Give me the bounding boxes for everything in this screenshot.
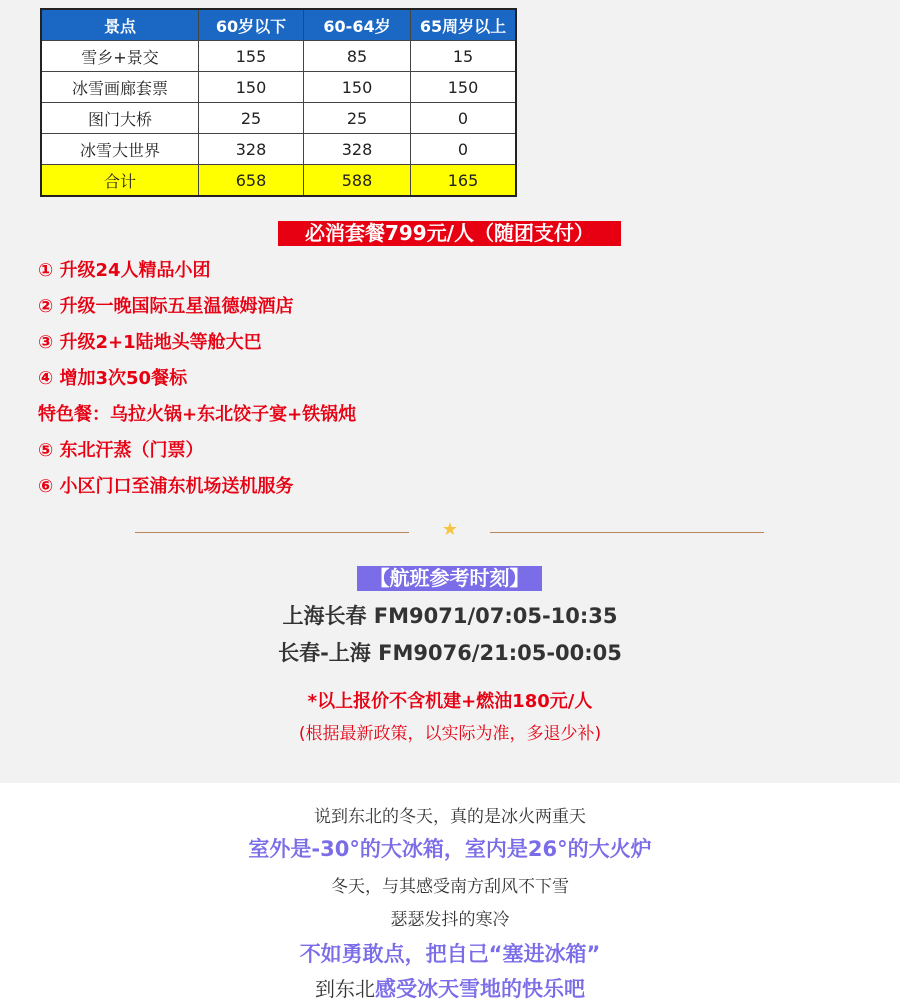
table-cell: 150	[199, 72, 304, 103]
flight-section-title: 【航班参考时刻】	[357, 566, 542, 591]
intro-line-4: 瑟瑟发抖的寒冷	[390, 910, 510, 930]
table-cell: 328	[304, 134, 411, 165]
list-item: ③ 升级2+1陆地头等舱大巴	[38, 332, 262, 353]
header-cell: 60-64岁	[304, 9, 411, 41]
total-cell: 588	[304, 165, 411, 197]
table-cell: 25	[199, 103, 304, 134]
package-benefits-list	[38, 256, 356, 508]
table-cell: 155	[199, 41, 304, 72]
header-cell: 60岁以下	[199, 9, 304, 41]
table-cell: 150	[411, 72, 517, 103]
intro-line-5: 不如勇敢点，把自己“塞进冰箱”	[299, 942, 601, 966]
intro-line-1: 说到东北的冬天，真的是冰火两重天	[314, 807, 586, 827]
total-cell: 合计	[41, 165, 199, 197]
table-total-row	[41, 165, 516, 197]
table-cell: 328	[199, 134, 304, 165]
table-cell: 图门大桥	[41, 103, 199, 134]
table-header-row	[41, 9, 516, 41]
table-cell: 冰雪画廊套票	[41, 72, 199, 103]
price-note-sub: (根据最新政策，以实际为准，多退少补)	[298, 724, 602, 744]
header-cell: 景点	[41, 9, 199, 41]
table-cell: 雪乡+景交	[41, 41, 199, 72]
intro-line-3: 冬天，与其感受南方刮风不下雪	[331, 877, 569, 897]
table-row	[41, 72, 516, 103]
list-item: ⑤ 东北汗蒸（门票）	[38, 440, 204, 461]
list-item: ② 升级一晚国际五星温德姆酒店	[38, 296, 294, 317]
table-cell: 85	[304, 41, 411, 72]
table-cell: 冰雪大世界	[41, 134, 199, 165]
header-cell: 65周岁以上	[411, 9, 517, 41]
flight-return: 长春-上海 FM9076/21:05-00:05	[278, 641, 622, 665]
list-item: ⑥ 小区门口至浦东机场送机服务	[38, 476, 294, 497]
table-cell: 15	[411, 41, 517, 72]
intro-line-6-prefix: 到东北	[315, 977, 375, 1001]
table-row	[41, 41, 516, 72]
list-item: ④ 增加3次50餐标	[38, 368, 188, 389]
table-cell: 0	[411, 134, 517, 165]
divider-line-right	[490, 532, 764, 533]
intro-line-6-highlight: 感受冰天雪地的快乐吧	[375, 977, 585, 1001]
table-cell: 0	[411, 103, 517, 134]
star-icon: ★	[441, 519, 459, 540]
total-cell: 658	[199, 165, 304, 197]
price-table	[40, 8, 517, 197]
package-title: 必消套餐799元/人（随团支付）	[278, 221, 621, 246]
total-cell: 165	[411, 165, 517, 197]
divider-line-left	[135, 532, 409, 533]
table-row	[41, 103, 516, 134]
table-row	[41, 134, 516, 165]
list-item: 特色餐：乌拉火锅+东北饺子宴+铁锅炖	[38, 404, 357, 425]
table-cell: 25	[304, 103, 411, 134]
intro-line-2: 室外是-30°的大冰箱，室内是26°的大火炉	[248, 837, 652, 861]
flight-outbound: 上海长春 FM9071/07:05-10:35	[282, 604, 618, 628]
list-item: ① 升级24人精品小团	[38, 260, 211, 281]
table-cell: 150	[304, 72, 411, 103]
price-note: *以上报价不含机建+燃油180元/人	[307, 691, 593, 712]
intro-line-6	[0, 973, 900, 1003]
